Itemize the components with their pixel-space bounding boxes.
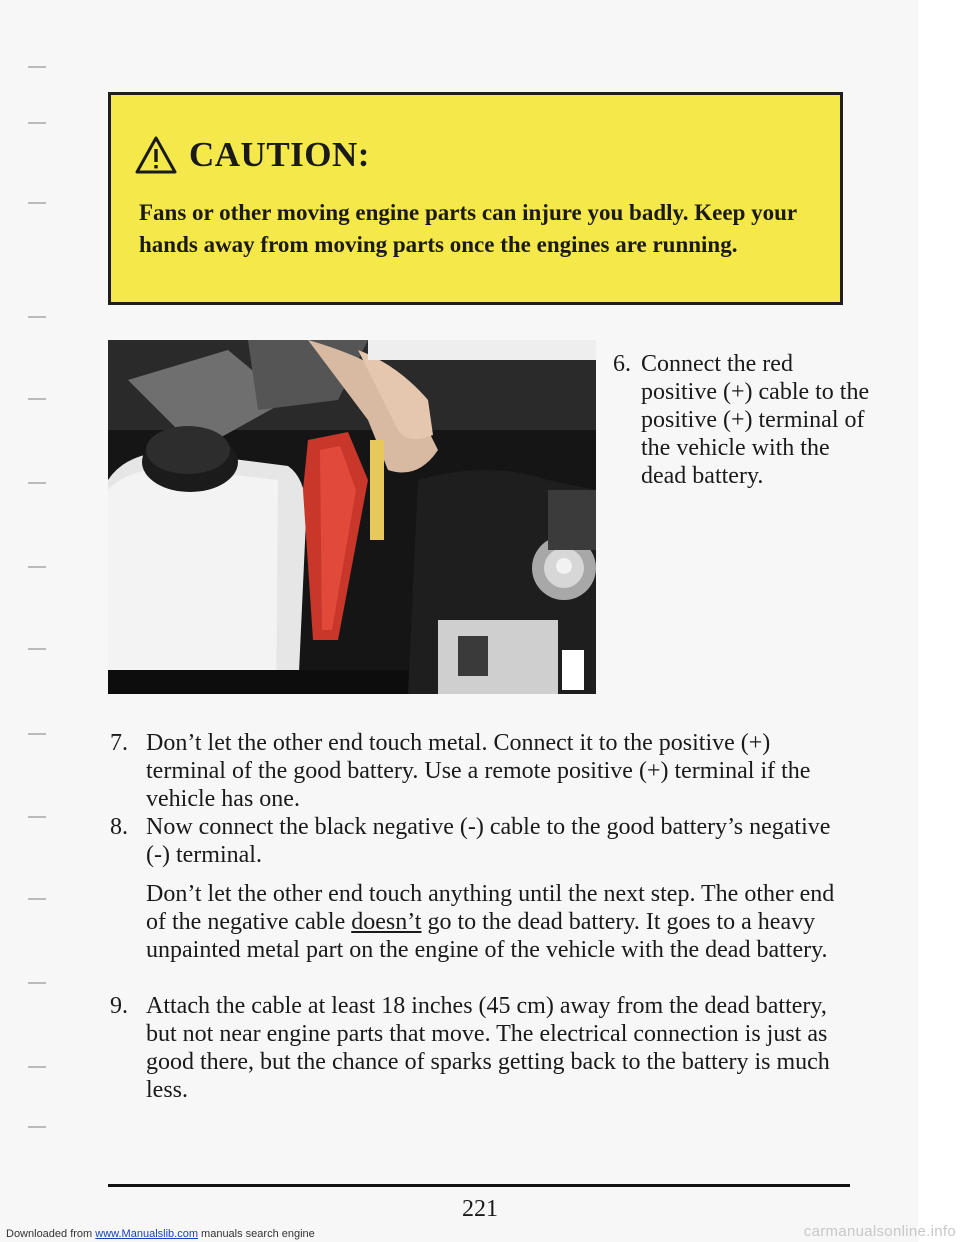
site-watermark: carmanualsonline.info — [803, 1223, 956, 1240]
note-emphasis: doesn’t — [351, 909, 422, 935]
margin-tick — [28, 398, 46, 400]
page-number: 221 — [462, 1196, 498, 1222]
margin-tick — [28, 202, 46, 204]
watermark-prefix: Downloaded from — [6, 1228, 96, 1240]
step-8 — [110, 813, 855, 869]
margin-tick — [28, 122, 46, 124]
margin-tick — [28, 982, 46, 984]
step-6 — [613, 350, 873, 490]
margin-tick — [28, 482, 46, 484]
margin-tick — [28, 1066, 46, 1068]
margin-tick — [28, 316, 46, 318]
step-text: Connect the red positive (+) cable to the positive (+) terminal of the vehicle with the dead battery. — [641, 351, 870, 489]
margin-tick — [28, 816, 46, 818]
right-margin-strip — [918, 0, 960, 1242]
watermark-suffix: manuals search engine — [197, 1228, 315, 1240]
warning-triangle-icon — [135, 136, 177, 174]
margin-tick — [28, 898, 46, 900]
step-text: Now connect the black negative (-) cable to the good battery’s negative (-) terminal. — [146, 814, 831, 868]
step-text: Attach the cable at least 18 inches (45 cm) away from the dead battery, but not near engine parts that move. The electrical connection is just as good there, but the chance of sparks getting back to the battery is much less. — [146, 993, 830, 1103]
margin-tick — [28, 733, 46, 735]
step-8-note — [146, 880, 856, 964]
caution-header — [135, 135, 370, 175]
jumper-cable-photo — [108, 340, 596, 694]
caution-title: CAUTION: — [189, 135, 370, 174]
engine-bay-illustration — [108, 340, 596, 694]
footer-rule — [108, 1184, 850, 1187]
caution-text: Fans or other moving engine parts can injure you badly. Keep your hands away from moving parts once the engines are running. — [139, 200, 797, 257]
step-number: 7. — [110, 730, 128, 756]
margin-tick — [28, 66, 46, 68]
margin-tick — [28, 648, 46, 650]
step-7 — [110, 729, 855, 813]
step-text: Don’t let the other end touch metal. Connect it to the positive (+) terminal of the good battery. Use a remote positive (+) terminal if the vehicle has one. — [146, 730, 811, 812]
step-number: 8. — [110, 814, 128, 840]
caution-box — [108, 92, 843, 305]
margin-tick — [28, 566, 46, 568]
manualslib-link[interactable]: www.Manualslib.com — [95, 1228, 198, 1240]
download-watermark — [6, 1228, 315, 1240]
note-text: go to the dead battery. It goes to a heavy unpainted metal part on the engine of the vehicle with the dead battery. — [146, 909, 828, 963]
step-number: 6. — [613, 351, 631, 377]
step-number: 9. — [110, 993, 128, 1019]
note-text: Don’t let the other end touch anything until the next step. The other end of the negative cable — [146, 881, 835, 935]
margin-tick — [28, 1126, 46, 1128]
step-9 — [110, 992, 855, 1104]
